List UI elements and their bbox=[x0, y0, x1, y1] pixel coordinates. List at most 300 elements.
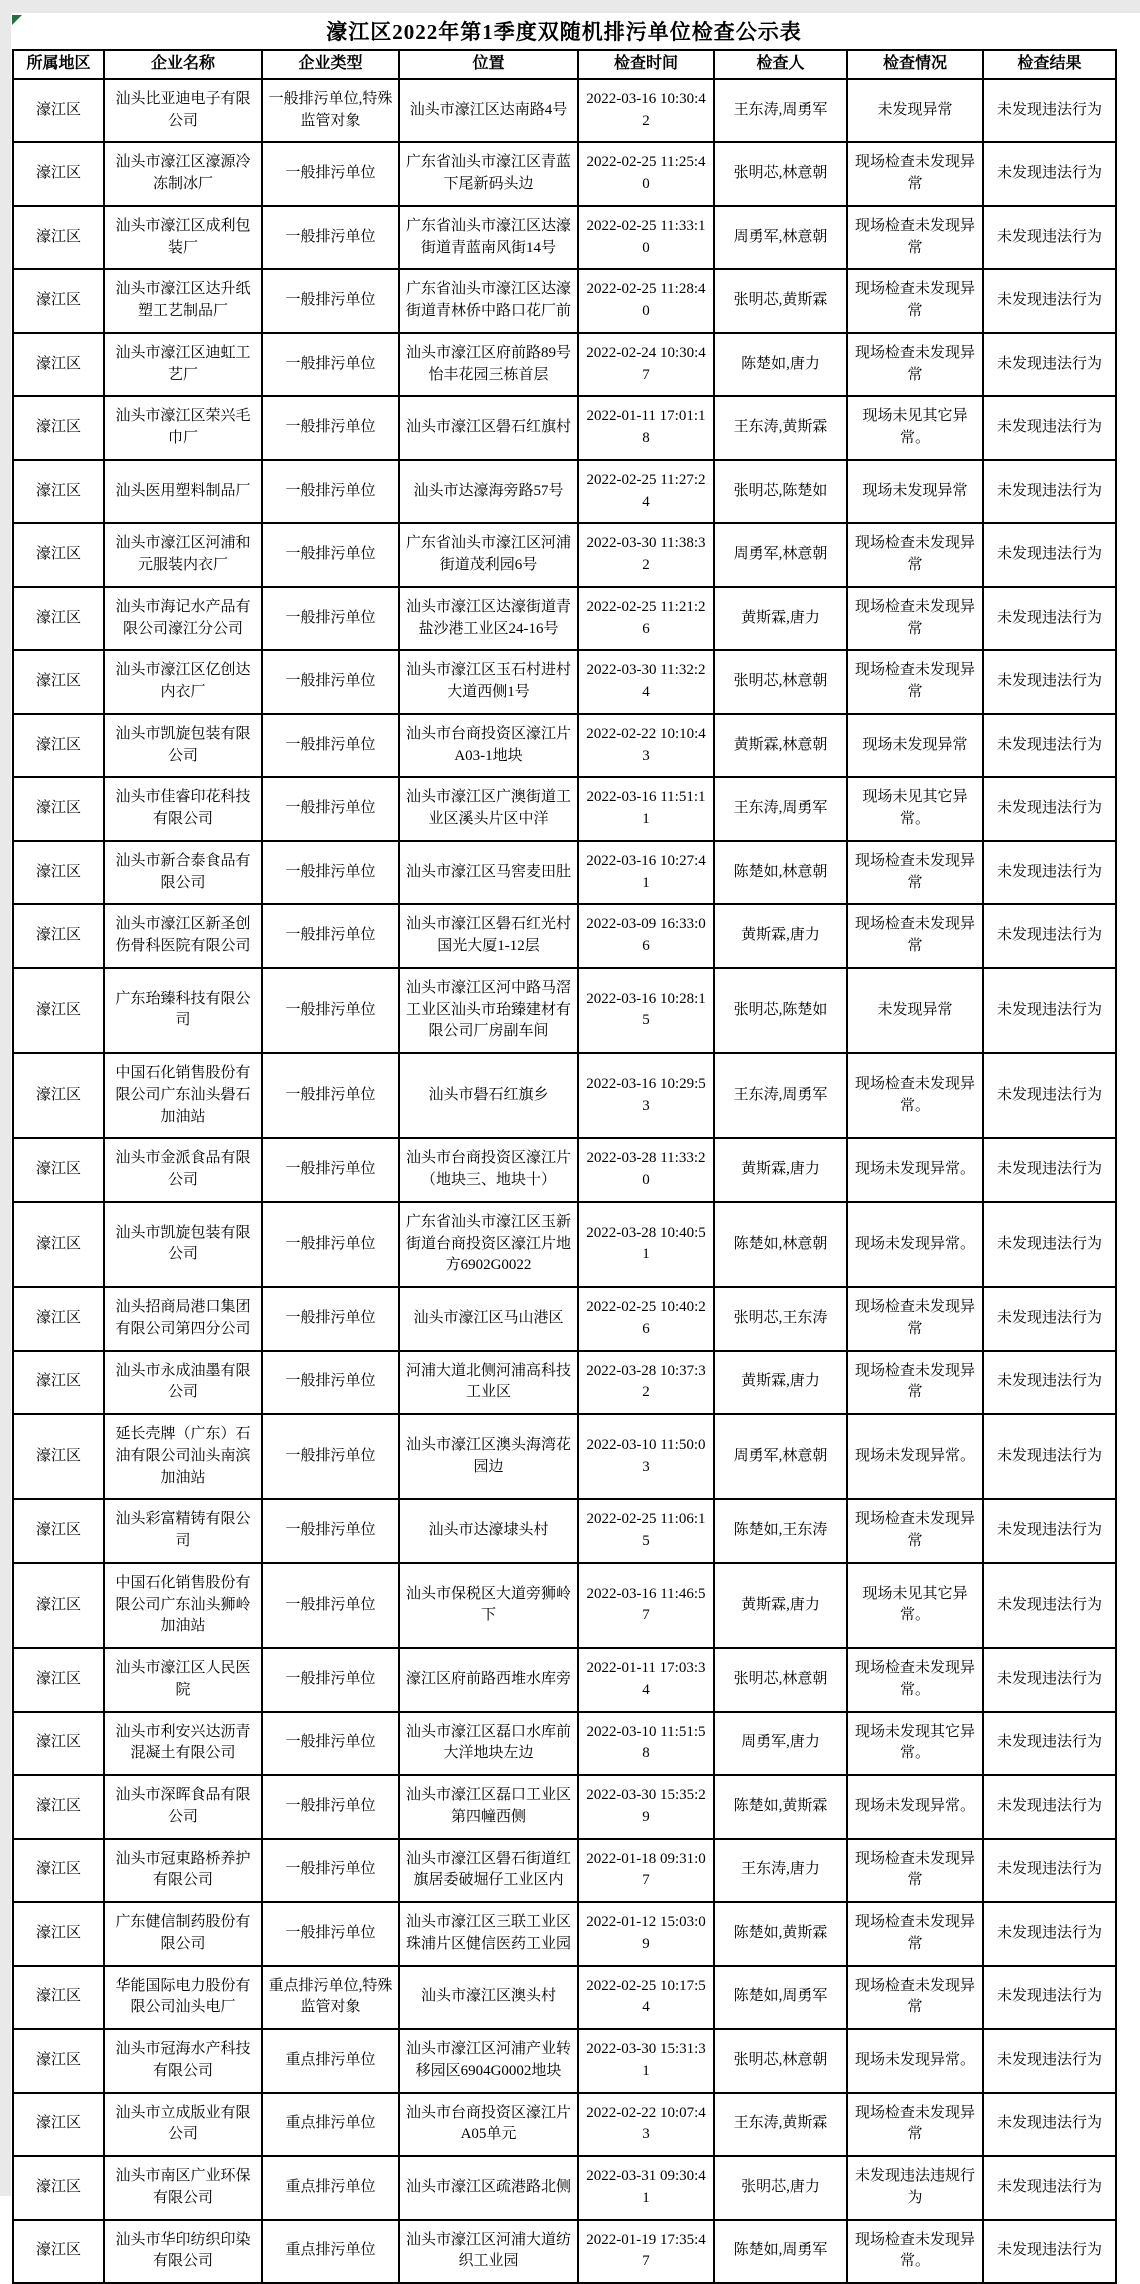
cell-result[interactable]: 未发现违法行为 bbox=[983, 142, 1116, 206]
cell-type[interactable]: 重点排污单位 bbox=[262, 2093, 399, 2157]
cell-location[interactable]: 广东省汕头市濠江区玉新街道台商投资区濠江片地方6902G0022 bbox=[399, 1202, 578, 1287]
page-top-margin bbox=[0, 0, 1140, 13]
cell-time[interactable]: 2022-02-25 11:28:40 bbox=[578, 269, 714, 333]
table-row bbox=[13, 1053, 1116, 1138]
table-row bbox=[13, 1138, 1116, 1202]
cell-time[interactable]: 2022-03-09 16:33:06 bbox=[578, 904, 714, 968]
cell-type[interactable]: 一般排污单位 bbox=[262, 1775, 399, 1839]
cell-company[interactable]: 广东健信制药股份有限公司 bbox=[104, 1902, 262, 1966]
cell-company[interactable]: 汕头市永成油墨有限公司 bbox=[104, 1351, 262, 1415]
cell-inspectors[interactable]: 黄斯霖,林意朝 bbox=[714, 714, 847, 778]
cell-result[interactable]: 未发现违法行为 bbox=[983, 968, 1116, 1053]
cell-region[interactable]: 濠江区 bbox=[13, 841, 104, 905]
cell-location[interactable]: 汕头市礐石红旗乡 bbox=[399, 1053, 578, 1138]
cell-company[interactable]: 汕头市金派食品有限公司 bbox=[104, 1138, 262, 1202]
cell-company[interactable]: 汕头市海记水产品有限公司濠江分公司 bbox=[104, 587, 262, 651]
cell-time[interactable]: 2022-03-30 15:31:31 bbox=[578, 2029, 714, 2093]
cell-type[interactable]: 一般排污单位 bbox=[262, 968, 399, 1053]
cell-inspectors[interactable]: 陈楚如,王东涛 bbox=[714, 1499, 847, 1563]
cell-region[interactable]: 濠江区 bbox=[13, 2156, 104, 2220]
cell-location[interactable]: 汕头市台商投资区濠江片A03-1地块 bbox=[399, 714, 578, 778]
cell-type[interactable]: 一般排污单位 bbox=[262, 1499, 399, 1563]
cell-result[interactable]: 未发现违法行为 bbox=[983, 650, 1116, 714]
cell-result[interactable]: 未发现违法行为 bbox=[983, 904, 1116, 968]
cell-time[interactable]: 2022-03-16 10:30:42 bbox=[578, 79, 714, 143]
cell-inspectors[interactable]: 王东涛,周勇军 bbox=[714, 79, 847, 143]
cell-situation[interactable]: 现场检查未发现异常 bbox=[847, 1902, 983, 1966]
cell-company[interactable]: 汕头市濠江区新圣创伤骨科医院有限公司 bbox=[104, 904, 262, 968]
cell-location[interactable]: 河浦大道北侧河浦高科技工业区 bbox=[399, 1351, 578, 1415]
cell-time[interactable]: 2022-03-28 10:37:32 bbox=[578, 1351, 714, 1415]
cell-time[interactable]: 2022-03-16 10:27:41 bbox=[578, 841, 714, 905]
cell-location[interactable]: 广东省汕头市濠江区河浦街道茂利园6号 bbox=[399, 523, 578, 587]
cell-situation[interactable]: 现场未发现异常 bbox=[847, 460, 983, 524]
col-header-location[interactable]: 位置 bbox=[399, 50, 578, 79]
cell-result[interactable]: 未发现违法行为 bbox=[983, 1648, 1116, 1712]
cell-situation[interactable]: 现场检查未发现异常 bbox=[847, 904, 983, 968]
cell-region[interactable]: 濠江区 bbox=[13, 2220, 104, 2284]
table-row bbox=[13, 1351, 1116, 1415]
table-row bbox=[13, 1839, 1116, 1903]
cell-inspectors[interactable]: 王东涛,黄斯霖 bbox=[714, 2093, 847, 2157]
cell-company[interactable]: 汕头市凯旋包装有限公司 bbox=[104, 1202, 262, 1287]
cell-region[interactable]: 濠江区 bbox=[13, 1648, 104, 1712]
table-row bbox=[13, 1775, 1116, 1839]
cell-inspectors[interactable]: 陈楚如,周勇军 bbox=[714, 1966, 847, 2030]
cell-type[interactable]: 一般排污单位 bbox=[262, 396, 399, 460]
cell-situation[interactable]: 现场检查未发现异常 bbox=[847, 1839, 983, 1903]
cell-result[interactable]: 未发现违法行为 bbox=[983, 1351, 1116, 1415]
cell-situation[interactable]: 未发现违法违规行为 bbox=[847, 2156, 983, 2220]
cell-type[interactable]: 重点排污单位 bbox=[262, 2156, 399, 2220]
cell-type[interactable]: 一般排污单位,特殊监管对象 bbox=[262, 79, 399, 143]
cell-company[interactable]: 汕头市佳睿印花科技有限公司 bbox=[104, 777, 262, 841]
cell-company[interactable]: 汕头医用塑料制品厂 bbox=[104, 460, 262, 524]
table-row bbox=[13, 2156, 1116, 2220]
cell-inspectors[interactable]: 王东涛,周勇军 bbox=[714, 1053, 847, 1138]
sheet-title-cell[interactable] bbox=[12, 13, 1116, 49]
cell-inspectors[interactable]: 周勇军,林意朝 bbox=[714, 523, 847, 587]
cell-situation[interactable]: 现场检查未发现异常 bbox=[847, 142, 983, 206]
cell-company[interactable]: 汕头市南区广业环保有限公司 bbox=[104, 2156, 262, 2220]
cell-result[interactable]: 未发现违法行为 bbox=[983, 2156, 1116, 2220]
cell-situation[interactable]: 现场未发现异常。 bbox=[847, 1414, 983, 1499]
cell-location[interactable]: 汕头市濠江区河浦大道纺织工业园 bbox=[399, 2220, 578, 2284]
cell-situation[interactable]: 现场未见其它异常。 bbox=[847, 396, 983, 460]
cell-result[interactable]: 未发现违法行为 bbox=[983, 269, 1116, 333]
cell-company[interactable]: 华能国际电力股份有限公司汕头电厂 bbox=[104, 1966, 262, 2030]
cell-result[interactable]: 未发现违法行为 bbox=[983, 1053, 1116, 1138]
cell-time[interactable]: 2022-02-25 10:17:54 bbox=[578, 1966, 714, 2030]
cell-situation[interactable]: 现场检查未发现异常 bbox=[847, 523, 983, 587]
cell-location[interactable]: 汕头市台商投资区濠江片A05单元 bbox=[399, 2093, 578, 2157]
cell-company[interactable]: 汕头市濠江区达升纸塑工艺制品厂 bbox=[104, 269, 262, 333]
cell-situation[interactable]: 未发现异常 bbox=[847, 79, 983, 143]
cell-result[interactable]: 未发现违法行为 bbox=[983, 2029, 1116, 2093]
cell-inspectors[interactable]: 张明芯,陈楚如 bbox=[714, 968, 847, 1053]
cell-result[interactable]: 未发现违法行为 bbox=[983, 460, 1116, 524]
cell-result[interactable]: 未发现违法行为 bbox=[983, 841, 1116, 905]
cell-result[interactable]: 未发现违法行为 bbox=[983, 1414, 1116, 1499]
green-corner-triangle-icon bbox=[12, 15, 22, 25]
cell-inspectors[interactable]: 周勇军,林意朝 bbox=[714, 206, 847, 270]
cell-region[interactable]: 濠江区 bbox=[13, 460, 104, 524]
cell-company[interactable]: 汕头市新合泰食品有限公司 bbox=[104, 841, 262, 905]
cell-company[interactable]: 汕头市利安兴达沥青混凝土有限公司 bbox=[104, 1712, 262, 1776]
cell-region[interactable]: 濠江区 bbox=[13, 968, 104, 1053]
spreadsheet-sheet bbox=[12, 13, 1116, 2284]
cell-situation[interactable]: 现场检查未发现异常 bbox=[847, 587, 983, 651]
cell-time[interactable]: 2022-02-24 10:30:47 bbox=[578, 333, 714, 397]
cell-time[interactable]: 2022-01-12 15:03:09 bbox=[578, 1902, 714, 1966]
cell-situation[interactable]: 现场未发现异常。 bbox=[847, 2029, 983, 2093]
table-row bbox=[13, 2093, 1116, 2157]
cell-type[interactable]: 一般排污单位 bbox=[262, 587, 399, 651]
cell-result[interactable]: 未发现违法行为 bbox=[983, 1775, 1116, 1839]
cell-time[interactable]: 2022-01-11 17:03:34 bbox=[578, 1648, 714, 1712]
cell-region[interactable]: 濠江区 bbox=[13, 587, 104, 651]
col-header-inspectors[interactable]: 检查人 bbox=[714, 50, 847, 79]
table-row bbox=[13, 79, 1116, 143]
cell-result[interactable]: 未发现违法行为 bbox=[983, 1138, 1116, 1202]
cell-situation[interactable]: 现场检查未发现异常。 bbox=[847, 1053, 983, 1138]
cell-situation[interactable]: 现场检查未发现异常 bbox=[847, 1287, 983, 1351]
cell-time[interactable]: 2022-03-30 11:38:32 bbox=[578, 523, 714, 587]
cell-location[interactable]: 汕头市濠江区达濠街道青盐沙港工业区24-16号 bbox=[399, 587, 578, 651]
cell-location[interactable]: 汕头市濠江区澳头海湾花园边 bbox=[399, 1414, 578, 1499]
cell-time[interactable]: 2022-02-22 10:07:43 bbox=[578, 2093, 714, 2157]
cell-company[interactable]: 广东珆臻科技有限公司 bbox=[104, 968, 262, 1053]
cell-time[interactable]: 2022-01-19 17:35:47 bbox=[578, 2220, 714, 2284]
table-row bbox=[13, 587, 1116, 651]
cell-inspectors[interactable]: 周勇军,唐力 bbox=[714, 1712, 847, 1776]
cell-region[interactable]: 濠江区 bbox=[13, 1414, 104, 1499]
cell-inspectors[interactable]: 张明芯,王东涛 bbox=[714, 1287, 847, 1351]
cell-region[interactable]: 濠江区 bbox=[13, 1902, 104, 1966]
cell-location[interactable]: 汕头市濠江区礐石红旗村 bbox=[399, 396, 578, 460]
cell-region[interactable]: 濠江区 bbox=[13, 650, 104, 714]
cell-inspectors[interactable]: 陈楚如,黄斯霖 bbox=[714, 1775, 847, 1839]
cell-type[interactable]: 一般排污单位 bbox=[262, 1053, 399, 1138]
cell-region[interactable]: 濠江区 bbox=[13, 1712, 104, 1776]
cell-company[interactable]: 汕头市濠江区濠源冷冻制冰厂 bbox=[104, 142, 262, 206]
cell-situation[interactable]: 现场检查未发现异常。 bbox=[847, 2220, 983, 2284]
cell-company[interactable]: 汕头市冠海水产科技有限公司 bbox=[104, 2029, 262, 2093]
cell-situation[interactable]: 现场检查未发现异常 bbox=[847, 1966, 983, 2030]
cell-type[interactable]: 一般排污单位 bbox=[262, 269, 399, 333]
cell-result[interactable]: 未发现违法行为 bbox=[983, 1902, 1116, 1966]
table-row bbox=[13, 142, 1116, 206]
table-row bbox=[13, 1966, 1116, 2030]
cell-location[interactable]: 汕头市濠江区三联工业区珠浦片区健信医药工业园 bbox=[399, 1902, 578, 1966]
cell-inspectors[interactable]: 张明芯,林意朝 bbox=[714, 1648, 847, 1712]
cell-company[interactable]: 汕头比亚迪电子有限公司 bbox=[104, 79, 262, 143]
cell-region[interactable]: 濠江区 bbox=[13, 79, 104, 143]
cell-location[interactable]: 汕头市濠江区马山港区 bbox=[399, 1287, 578, 1351]
cell-type[interactable]: 一般排污单位 bbox=[262, 904, 399, 968]
cell-location[interactable]: 汕头市濠江区疏港路北侧 bbox=[399, 2156, 578, 2220]
cell-inspectors[interactable]: 黄斯霖,唐力 bbox=[714, 1138, 847, 1202]
cell-region[interactable]: 濠江区 bbox=[13, 269, 104, 333]
cell-region[interactable]: 濠江区 bbox=[13, 1775, 104, 1839]
cell-result[interactable]: 未发现违法行为 bbox=[983, 587, 1116, 651]
cell-result[interactable]: 未发现违法行为 bbox=[983, 396, 1116, 460]
table-row bbox=[13, 650, 1116, 714]
cell-time[interactable]: 2022-03-16 11:46:57 bbox=[578, 1563, 714, 1648]
table-row bbox=[13, 333, 1116, 397]
cell-location[interactable]: 汕头市濠江区玉石村进村大道西侧1号 bbox=[399, 650, 578, 714]
cell-inspectors[interactable]: 王东涛,黄斯霖 bbox=[714, 396, 847, 460]
cell-region[interactable]: 濠江区 bbox=[13, 396, 104, 460]
cell-situation[interactable]: 现场检查未发现异常 bbox=[847, 1351, 983, 1415]
cell-company[interactable]: 汕头市濠江区河浦和元服装内衣厂 bbox=[104, 523, 262, 587]
cell-time[interactable]: 2022-02-25 11:21:26 bbox=[578, 587, 714, 651]
cell-situation[interactable]: 现场未发现异常。 bbox=[847, 1138, 983, 1202]
cell-company[interactable]: 中国石化销售股份有限公司广东汕头礐石加油站 bbox=[104, 1053, 262, 1138]
cell-time[interactable]: 2022-02-25 11:25:40 bbox=[578, 142, 714, 206]
cell-region[interactable]: 濠江区 bbox=[13, 1351, 104, 1415]
cell-company[interactable]: 汕头招商局港口集团有限公司第四分公司 bbox=[104, 1287, 262, 1351]
cell-inspectors[interactable]: 黄斯霖,唐力 bbox=[714, 587, 847, 651]
table-row bbox=[13, 269, 1116, 333]
cell-situation[interactable]: 现场检查未发现异常 bbox=[847, 333, 983, 397]
cell-region[interactable]: 濠江区 bbox=[13, 777, 104, 841]
cell-type[interactable]: 一般排污单位 bbox=[262, 1202, 399, 1287]
cell-type[interactable]: 一般排污单位 bbox=[262, 1648, 399, 1712]
cell-inspectors[interactable]: 黄斯霖,唐力 bbox=[714, 1351, 847, 1415]
cell-type[interactable]: 一般排污单位 bbox=[262, 206, 399, 270]
table-row bbox=[13, 1712, 1116, 1776]
cell-region[interactable]: 濠江区 bbox=[13, 333, 104, 397]
cell-type[interactable]: 一般排污单位 bbox=[262, 1287, 399, 1351]
cell-inspectors[interactable]: 张明芯,林意朝 bbox=[714, 2029, 847, 2093]
cell-time[interactable]: 2022-02-25 11:27:24 bbox=[578, 460, 714, 524]
cell-type[interactable]: 一般排污单位 bbox=[262, 460, 399, 524]
cell-region[interactable]: 濠江区 bbox=[13, 142, 104, 206]
cell-result[interactable]: 未发现违法行为 bbox=[983, 79, 1116, 143]
cell-situation[interactable]: 现场检查未发现异常 bbox=[847, 650, 983, 714]
cell-situation[interactable]: 现场检查未发现异常 bbox=[847, 1499, 983, 1563]
cell-time[interactable]: 2022-03-16 10:29:53 bbox=[578, 1053, 714, 1138]
cell-result[interactable]: 未发现违法行为 bbox=[983, 1712, 1116, 1776]
cell-location[interactable]: 汕头市濠江区广澳街道工业区溪头片区中洋 bbox=[399, 777, 578, 841]
cell-type[interactable]: 一般排污单位 bbox=[262, 1839, 399, 1903]
cell-company[interactable]: 汕头市濠江区人民医院 bbox=[104, 1648, 262, 1712]
cell-type[interactable]: 一般排污单位 bbox=[262, 650, 399, 714]
cell-result[interactable]: 未发现违法行为 bbox=[983, 2093, 1116, 2157]
cell-company[interactable]: 汕头市深晖食品有限公司 bbox=[104, 1775, 262, 1839]
cell-location[interactable]: 汕头市濠江区礐石红光村国光大厦1-12层 bbox=[399, 904, 578, 968]
cell-company[interactable]: 中国石化销售股份有限公司广东汕头狮岭加油站 bbox=[104, 1563, 262, 1648]
cell-region[interactable]: 濠江区 bbox=[13, 904, 104, 968]
cell-region[interactable]: 濠江区 bbox=[13, 1839, 104, 1903]
cell-company[interactable]: 汕头市凯旋包装有限公司 bbox=[104, 714, 262, 778]
cell-result[interactable]: 未发现违法行为 bbox=[983, 333, 1116, 397]
cell-result[interactable]: 未发现违法行为 bbox=[983, 2220, 1116, 2284]
cell-inspectors[interactable]: 陈楚如,林意朝 bbox=[714, 1202, 847, 1287]
cell-situation[interactable]: 未发现异常 bbox=[847, 968, 983, 1053]
cell-type[interactable]: 一般排污单位 bbox=[262, 1351, 399, 1415]
cell-type[interactable]: 重点排污单位,特殊监管对象 bbox=[262, 1966, 399, 2030]
cell-inspectors[interactable]: 张明芯,唐力 bbox=[714, 2156, 847, 2220]
cell-inspectors[interactable]: 王东涛,唐力 bbox=[714, 1839, 847, 1903]
cell-type[interactable]: 一般排污单位 bbox=[262, 523, 399, 587]
col-header-type[interactable]: 企业类型 bbox=[262, 50, 399, 79]
cell-region[interactable]: 濠江区 bbox=[13, 1499, 104, 1563]
cell-result[interactable]: 未发现违法行为 bbox=[983, 1839, 1116, 1903]
cell-type[interactable]: 重点排污单位 bbox=[262, 2220, 399, 2284]
cell-location[interactable]: 汕头市濠江区府前路89号怡丰花园三栋首层 bbox=[399, 333, 578, 397]
cell-situation[interactable]: 现场未见其它异常。 bbox=[847, 777, 983, 841]
cell-location[interactable]: 广东省汕头市濠江区达濠街道青蓝南风街14号 bbox=[399, 206, 578, 270]
cell-result[interactable]: 未发现违法行为 bbox=[983, 1202, 1116, 1287]
cell-location[interactable]: 汕头市台商投资区濠江片（地块三、地块十） bbox=[399, 1138, 578, 1202]
cell-type[interactable]: 一般排污单位 bbox=[262, 714, 399, 778]
cell-type[interactable]: 一般排污单位 bbox=[262, 142, 399, 206]
cell-time[interactable]: 2022-03-30 15:35:29 bbox=[578, 1775, 714, 1839]
cell-location[interactable]: 汕头市濠江区磊口水库前大洋地块左边 bbox=[399, 1712, 578, 1776]
cell-inspectors[interactable]: 周勇军,林意朝 bbox=[714, 1414, 847, 1499]
cell-situation[interactable]: 现场检查未发现异常 bbox=[847, 206, 983, 270]
cell-type[interactable]: 一般排污单位 bbox=[262, 1712, 399, 1776]
cell-region[interactable]: 濠江区 bbox=[13, 714, 104, 778]
cell-region[interactable]: 濠江区 bbox=[13, 1053, 104, 1138]
cell-time[interactable]: 2022-01-18 09:31:07 bbox=[578, 1839, 714, 1903]
cell-type[interactable]: 一般排污单位 bbox=[262, 1563, 399, 1648]
cell-company[interactable]: 汕头市濠江区迪虹工艺厂 bbox=[104, 333, 262, 397]
cell-situation[interactable]: 现场未发现异常。 bbox=[847, 1202, 983, 1287]
cell-result[interactable]: 未发现违法行为 bbox=[983, 1499, 1116, 1563]
cell-region[interactable]: 濠江区 bbox=[13, 2093, 104, 2157]
cell-company[interactable]: 汕头市濠江区亿创达内衣厂 bbox=[104, 650, 262, 714]
cell-time[interactable]: 2022-02-25 11:33:10 bbox=[578, 206, 714, 270]
cell-location[interactable]: 汕头市达濠埭头村 bbox=[399, 1499, 578, 1563]
table-row bbox=[13, 968, 1116, 1053]
col-header-company[interactable]: 企业名称 bbox=[104, 50, 262, 79]
header-row bbox=[13, 50, 1116, 79]
cell-time[interactable]: 2022-03-31 09:30:41 bbox=[578, 2156, 714, 2220]
cell-time[interactable]: 2022-03-10 11:50:03 bbox=[578, 1414, 714, 1499]
col-header-result[interactable]: 检查结果 bbox=[983, 50, 1116, 79]
cell-situation[interactable]: 现场未发现异常。 bbox=[847, 1775, 983, 1839]
cell-time[interactable]: 2022-02-25 10:40:26 bbox=[578, 1287, 714, 1351]
table-row bbox=[13, 206, 1116, 270]
cell-type[interactable]: 重点排污单位 bbox=[262, 2029, 399, 2093]
cell-situation[interactable]: 现场检查未发现异常 bbox=[847, 2093, 983, 2157]
cell-inspectors[interactable]: 张明芯,陈楚如 bbox=[714, 460, 847, 524]
cell-type[interactable]: 一般排污单位 bbox=[262, 1902, 399, 1966]
cell-inspectors[interactable]: 王东涛,周勇军 bbox=[714, 777, 847, 841]
cell-result[interactable]: 未发现违法行为 bbox=[983, 1563, 1116, 1648]
table-row bbox=[13, 1499, 1116, 1563]
col-header-time[interactable]: 检查时间 bbox=[578, 50, 714, 79]
cell-region[interactable]: 濠江区 bbox=[13, 1966, 104, 2030]
cell-situation[interactable]: 现场未见其它异常。 bbox=[847, 1563, 983, 1648]
cell-region[interactable]: 濠江区 bbox=[13, 523, 104, 587]
cell-location[interactable]: 汕头市保税区大道旁狮岭下 bbox=[399, 1563, 578, 1648]
cell-result[interactable]: 未发现违法行为 bbox=[983, 714, 1116, 778]
sheet-title: 濠江区2022年第1季度双随机排污单位检查公示表 bbox=[326, 20, 802, 44]
cell-location[interactable]: 汕头市濠江区马窖麦田肚 bbox=[399, 841, 578, 905]
cell-company[interactable]: 汕头市立成版业有限公司 bbox=[104, 2093, 262, 2157]
cell-time[interactable]: 2022-03-28 10:40:51 bbox=[578, 1202, 714, 1287]
cell-situation[interactable]: 现场检查未发现异常 bbox=[847, 269, 983, 333]
cell-location[interactable]: 汕头市濠江区达南路4号 bbox=[399, 79, 578, 143]
cell-type[interactable]: 一般排污单位 bbox=[262, 1138, 399, 1202]
cell-situation[interactable]: 现场检查未发现异常 bbox=[847, 841, 983, 905]
cell-inspectors[interactable]: 黄斯霖,唐力 bbox=[714, 1563, 847, 1648]
cell-type[interactable]: 一般排污单位 bbox=[262, 777, 399, 841]
cell-company[interactable]: 延长壳牌（广东）石油有限公司汕头南滨加油站 bbox=[104, 1414, 262, 1499]
cell-inspectors[interactable]: 黄斯霖,唐力 bbox=[714, 904, 847, 968]
cell-result[interactable]: 未发现违法行为 bbox=[983, 206, 1116, 270]
cell-time[interactable]: 2022-03-16 11:51:11 bbox=[578, 777, 714, 841]
cell-location[interactable]: 汕头市濠江区河浦产业转移园区6904G0002地块 bbox=[399, 2029, 578, 2093]
cell-time[interactable]: 2022-02-22 10:10:43 bbox=[578, 714, 714, 778]
cell-inspectors[interactable]: 张明芯,林意朝 bbox=[714, 650, 847, 714]
cell-region[interactable]: 濠江区 bbox=[13, 1202, 104, 1287]
cell-inspectors[interactable]: 张明芯,林意朝 bbox=[714, 142, 847, 206]
col-header-situation[interactable]: 检查情况 bbox=[847, 50, 983, 79]
cell-result[interactable]: 未发现违法行为 bbox=[983, 1287, 1116, 1351]
cell-company[interactable]: 汕头市濠江区成利包装厂 bbox=[104, 206, 262, 270]
cell-result[interactable]: 未发现违法行为 bbox=[983, 777, 1116, 841]
cell-region[interactable]: 濠江区 bbox=[13, 2029, 104, 2093]
cell-location[interactable]: 汕头市濠江区磊口工业区第四幢西侧 bbox=[399, 1775, 578, 1839]
cell-location[interactable]: 汕头市濠江区礐石街道红旗居委破堀仔工业区内 bbox=[399, 1839, 578, 1903]
cell-time[interactable]: 2022-02-25 11:06:15 bbox=[578, 1499, 714, 1563]
cell-time[interactable]: 2022-03-28 11:33:20 bbox=[578, 1138, 714, 1202]
cell-region[interactable]: 濠江区 bbox=[13, 206, 104, 270]
cell-time[interactable]: 2022-03-10 11:51:58 bbox=[578, 1712, 714, 1776]
cell-location[interactable]: 广东省汕头市濠江区青蓝下尾新码头边 bbox=[399, 142, 578, 206]
table-row bbox=[13, 1414, 1116, 1499]
cell-company[interactable]: 汕头市濠江区荣兴毛巾厂 bbox=[104, 396, 262, 460]
col-header-region[interactable]: 所属地区 bbox=[13, 50, 104, 79]
cell-region[interactable]: 濠江区 bbox=[13, 1138, 104, 1202]
cell-inspectors[interactable]: 张明芯,黄斯霖 bbox=[714, 269, 847, 333]
cell-time[interactable]: 2022-03-16 10:28:15 bbox=[578, 968, 714, 1053]
cell-region[interactable]: 濠江区 bbox=[13, 1563, 104, 1648]
cell-location[interactable]: 汕头市濠江区河中路马滘工业区汕头市珆臻建材有限公司厂房副车间 bbox=[399, 968, 578, 1053]
cell-result[interactable]: 未发现违法行为 bbox=[983, 1966, 1116, 2030]
cell-inspectors[interactable]: 陈楚如,黄斯霖 bbox=[714, 1902, 847, 1966]
table-row bbox=[13, 2220, 1116, 2284]
cell-inspectors[interactable]: 陈楚如,林意朝 bbox=[714, 841, 847, 905]
cell-type[interactable]: 一般排污单位 bbox=[262, 333, 399, 397]
cell-situation[interactable]: 现场未发现异常 bbox=[847, 714, 983, 778]
table-row bbox=[13, 1563, 1116, 1648]
table-row bbox=[13, 1902, 1116, 1966]
cell-location[interactable]: 广东省汕头市濠江区达濠街道青林侨中路口花厂前 bbox=[399, 269, 578, 333]
cell-result[interactable]: 未发现违法行为 bbox=[983, 523, 1116, 587]
cell-time[interactable]: 2022-01-11 17:01:18 bbox=[578, 396, 714, 460]
cell-location[interactable]: 濠江区府前路西堆水库旁 bbox=[399, 1648, 578, 1712]
cell-time[interactable]: 2022-03-30 11:32:24 bbox=[578, 650, 714, 714]
cell-company[interactable]: 汕头彩富精铸有限公司 bbox=[104, 1499, 262, 1563]
cell-situation[interactable]: 现场检查未发现异常。 bbox=[847, 1648, 983, 1712]
cell-type[interactable]: 一般排污单位 bbox=[262, 1414, 399, 1499]
cell-inspectors[interactable]: 陈楚如,唐力 bbox=[714, 333, 847, 397]
cell-region[interactable]: 濠江区 bbox=[13, 1287, 104, 1351]
cell-situation[interactable]: 现场未发现其它异常。 bbox=[847, 1712, 983, 1776]
cell-type[interactable]: 一般排污单位 bbox=[262, 841, 399, 905]
cell-inspectors[interactable]: 陈楚如,周勇军 bbox=[714, 2220, 847, 2284]
cell-company[interactable]: 汕头市华印纺织印染有限公司 bbox=[104, 2220, 262, 2284]
cell-location[interactable]: 汕头市达濠海旁路57号 bbox=[399, 460, 578, 524]
cell-location[interactable]: 汕头市濠江区澳头村 bbox=[399, 1966, 578, 2030]
cell-company[interactable]: 汕头市冠東路桥养护有限公司 bbox=[104, 1839, 262, 1903]
